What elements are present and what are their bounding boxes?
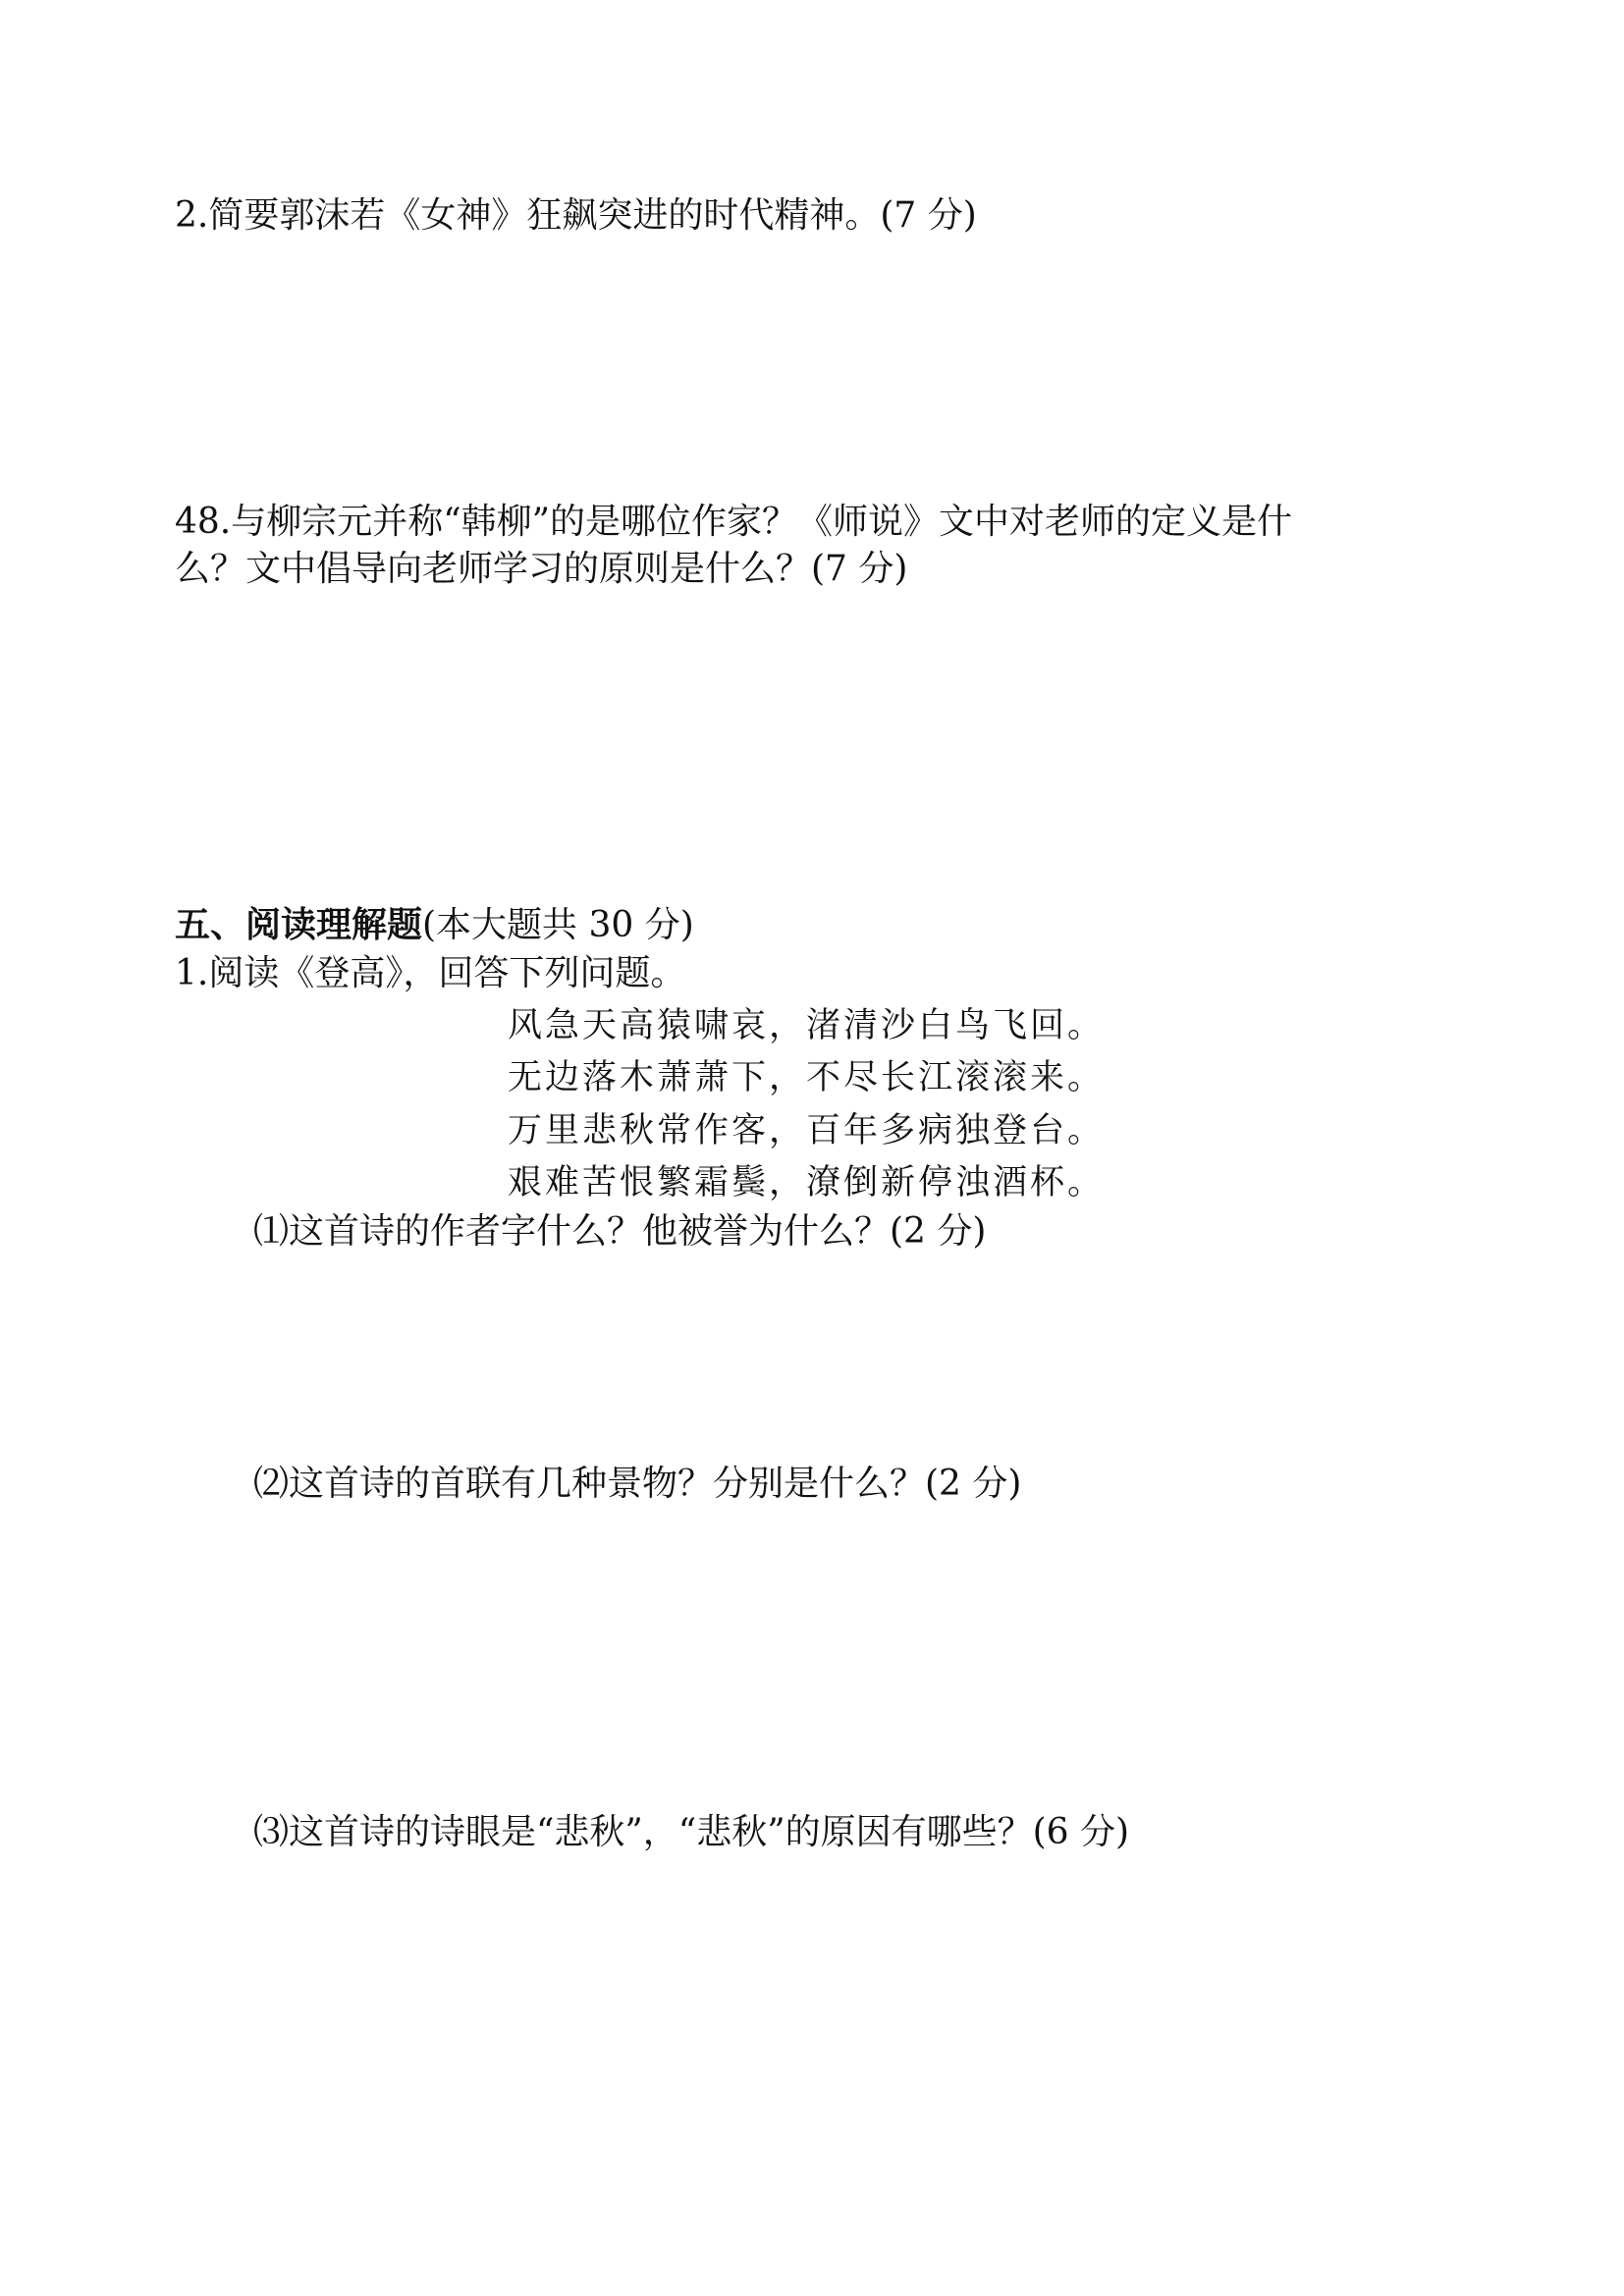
sub-question-2: ⑵这首诗的首联有几种景物？分别是什么？(2 分) xyxy=(253,1464,1022,1504)
sub-question-3: ⑶这首诗的诗眼是“悲秋”，“悲秋”的原因有哪些？(6 分) xyxy=(253,1812,1130,1852)
question-48-line-2: 么？文中倡导向老师学习的原则是什么？(7 分) xyxy=(175,549,908,589)
section-5-heading-score: (本大题共 30 分) xyxy=(422,905,694,945)
section-5-heading-title: 五、阅读理解题 xyxy=(175,904,423,945)
question-2: 2.简要郭沫若《女神》狂飙突进的时代精神。(7 分) xyxy=(175,195,977,236)
sub-question-1: ⑴这首诗的作者字什么？他被誉为什么？(2 分) xyxy=(253,1211,987,1252)
poem-line-3: 万里悲秋常作客，百年多病独登台。 xyxy=(508,1111,1106,1150)
poem-line-2: 无边落木萧萧下，不尽长江滚滚来。 xyxy=(508,1058,1106,1097)
question-48-line-1: 48.与柳宗元并称“韩柳”的是哪位作家？《师说》文中对老师的定义是什 xyxy=(175,502,1293,542)
section-5-intro: 1.阅读《登高》，回答下列问题。 xyxy=(175,953,686,993)
section-5-heading xyxy=(175,903,694,947)
poem-line-1: 风急天高猿啸哀，渚清沙白鸟飞回。 xyxy=(508,1006,1106,1045)
poem-line-4: 艰难苦恨繁霜鬓，潦倒新停浊酒杯。 xyxy=(508,1163,1106,1202)
